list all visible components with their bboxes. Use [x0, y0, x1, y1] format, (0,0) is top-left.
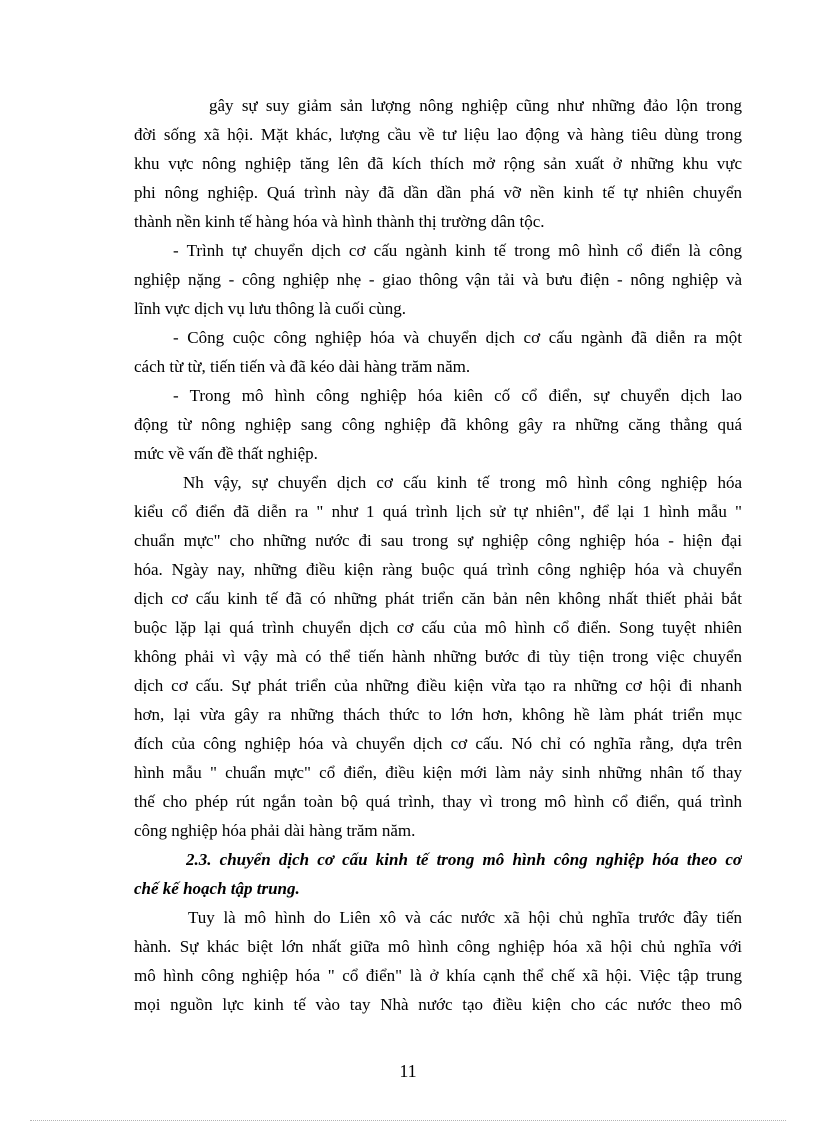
text-line: buộc lặp lại quá trình chuyển dịch cơ cấu của mô hình cổ điển. Song tuyệt nhiên: [134, 618, 742, 637]
text-line: chuẩn mực" cho những nước đi sau trong sự nghiệp công nghiệp hóa - hiện đại: [134, 531, 742, 550]
footer-divider: [30, 1120, 786, 1121]
text-line: hóa. Ngày nay, những điều kiện ràng buộc quá trình công nghiệp hóa và chuyển: [134, 560, 742, 579]
page-number: 11: [399, 1061, 417, 1081]
text-line: mô hình công nghiệp hóa " cổ điển" là ở khía cạnh thể chế xã hội. Việc tập trung: [134, 966, 742, 985]
section-heading: 2.3. chuyển dịch cơ cấu kinh tế trong mô hình công nghiệp hóa theo cơ: [186, 850, 742, 869]
text-line: lĩnh vực dịch vụ lưu thông là cuối cùng.: [134, 299, 406, 318]
text-line: động từ nông nghiệp sang công nghiệp đã không gây ra những căng thẳng quá: [134, 415, 742, 434]
text-line: hành. Sự khác biệt lớn nhất giữa mô hình công nghiệp hóa xã hội chủ nghĩa với: [134, 937, 742, 956]
text-line: không phải vì vậy mà có thể tiến hành những bước đi tùy tiện trong việc chuyển: [134, 647, 742, 666]
text-line: mọi nguồn lực kinh tế vào tay Nhà nước tạo điều kiện cho các nước theo mô: [134, 995, 742, 1014]
text-line: hơn, lại vừa gây ra những thách thức to lớn hơn, không hề làm phát triển mục: [134, 705, 742, 724]
text-line: khu vực nông nghiệp tăng lên đã kích thích mở rộng sản xuất ở những khu vực: [134, 154, 742, 173]
text-line: Tuy là mô hình do Liên xô và các nước xã hội chủ nghĩa trước đây tiến: [188, 908, 742, 927]
text-line: - Công cuộc công nghiệp hóa và chuyển dịch cơ cấu ngành đã diễn ra một: [173, 328, 742, 347]
text-line: gây sự suy giảm sản lượng nông nghiệp cũng như những đảo lộn trong: [209, 96, 742, 115]
text-line: kiểu cổ điển đã diễn ra " như 1 quá trình lịch sử tự nhiên", để lại 1 hình mẫu ": [134, 502, 742, 521]
text-line: phi nông nghiệp. Quá trình này đã dần dần phá vỡ nền kinh tế tự nhiên chuyển: [134, 183, 742, 202]
text-line: dịch cơ cấu. Sự phát triển của những điều kiện vừa tạo ra những cơ hội đi nhanh: [134, 676, 742, 695]
text-line: đích của công nghiệp hóa và chuyển dịch cơ cấu. Nó chỉ có nghĩa rằng, dựa trên: [134, 734, 742, 753]
text-line: cách từ từ, tiến tiến và đã kéo dài hàng trăm năm.: [134, 357, 471, 376]
text-line: đời sống xã hội. Mặt khác, lượng cầu về tư liệu lao động và hàng tiêu dùng trong: [134, 125, 742, 144]
text-line: công nghiệp hóa phải dài hàng trăm năm.: [134, 821, 416, 840]
text-line: - Trình tự chuyển dịch cơ cấu ngành kinh tế trong mô hình cổ điển là công: [173, 241, 742, 260]
text-line: hình mẫu " chuẩn mực" cổ điển, điều kiện mới làm nảy sinh những nhân tố thay: [134, 763, 742, 782]
text-line: - Trong mô hình công nghiệp hóa kiên cố cổ điển, sự chuyển dịch lao: [173, 386, 742, 405]
text-line: dịch cơ cấu kinh tế đã có những phát triển căn bản nên không nhất thiết phải bắt: [134, 589, 742, 608]
text-line: nghiệp nặng - công nghiệp nhẹ - giao thông vận tải và bưu điện - nông nghiệp và: [134, 270, 742, 289]
text-line: thành nền kinh tế hàng hóa và hình thành thị trường dân tộc.: [134, 212, 545, 231]
text-line: mức về vấn đề thất nghiệp.: [134, 444, 318, 463]
section-heading: chế kế hoạch tập trung.: [134, 879, 300, 898]
text-line: Nh vậy, sự chuyển dịch cơ cấu kinh tế trong mô hình công nghiệp hóa: [183, 473, 742, 492]
text-line: thế cho phép rút ngắn toàn bộ quá trình, thay vì trong mô hình cổ điển, quá trình: [134, 792, 742, 811]
